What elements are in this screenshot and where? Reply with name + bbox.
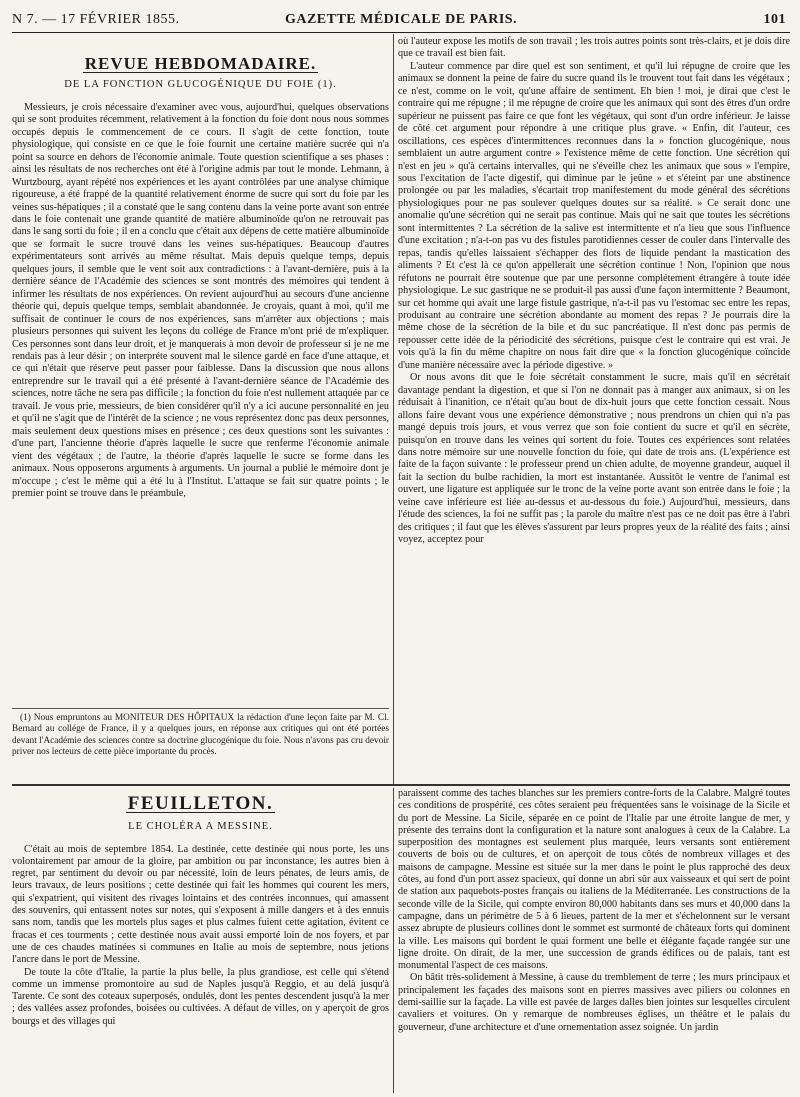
feuilleton-paragraph: On bâtit très-solidement à Messine, à cause du tremblement de terre ; les murs principaux et principalement les façades des maisons sont en pierres massives avec piliers ou colonnes en demi-saillie sur la façade. La ville est pavée de larges dalles bien jointes sur lesquelles circulent cavaliers et voitures. On y remarque de nombreuses églises, un théâtre et le palais du gouverneur, d'une architecture et d'une ornementation assez soignée. Un jardin [398, 972, 790, 1033]
feuilleton-paragraph: C'était au mois de septembre 1854. La destinée, cette destinée qui nous porte, les uns volontairement par amour de la gloire, par ambition ou par inconstance, les autres bien à regret, par sentiment du devoir ou par nécessité, loin de leurs pénates, de leurs amis, de leurs travaux, de leurs positions ; cette destinée qui fait les hommes qui courent les mers, qui s'expatrient, qui visitent des rivages lointains et des contrées inconnues, qui amassent des souvenirs, qui entassent notes sur notes, qui s'exposent à mille dangers et à des ennuis sans nom, tandis que les mortels plus sages et plus calmes fuient cette agitation, évitent ce fracas et ces tourments ; cette destinée nous avait aussi emporté loin de nos foyers, et par une de ces chaudes matinées si communes en Italie au mois de septembre, nous jetions l'ancre dans le port de Messine. [12, 843, 389, 966]
feuilleton-title: FEUILLETON. [127, 793, 274, 814]
feuilleton-left-column [12, 793, 389, 1093]
article-left-column [12, 36, 389, 752]
footnote [12, 708, 389, 758]
article-subtitle: DE LA FONCTION GLUCOGÉNIQUE DU FOIE (1). [64, 79, 337, 91]
page-header [12, 8, 790, 33]
newspaper-page [12, 8, 790, 1093]
feuilleton-paragraph: paraissent comme des taches blanches sur les premiers contre-forts de la Calabre. Malgré toutes ces conditions de prospérité, ces côtes seraient peu fréquentées sans le voisinage de la Sicile et du port de Messine. La Sicile, séparée en ce point de l'Italie par une étroite langue de mer, y présente des terrains dont la configuration et la nature sont analogues à ceux de la Calabre. La superposition des montagnes est seulement plus marquée, leurs versants sont entièrement couverts de bois ou de cultures, et on aperçoit de tous côtés de nombreux villages et des maisons de campagne. Messine est située sur la mer dans le point le plus rapproché des deux côtes, au fond d'un port assez spacieux, qui donne un abri sûr aux vaisseaux et qui sert de point de station aux paquebots-postes français ou italiens de la Méditerranée. Les constructions de la seconde ville de la Sicile, qui compte environ 80,000 habitants dans ses murs et 40,000 dans la campagne, dans un périmètre de 5 à 6 lieues, partent de la mer et s'échelonnent sur le versant assez abrupte de plusieurs collines dont le sommet est surmonté de châteaux forts qui dominent la ville. Les maisons qui bordent le quai forment une belle et élégante façade rangée sur une ligne droite. On dirait, de la mer, une succession de grands édifices ou de palais, tant est monumental l'aspect de ces maisons. [398, 788, 790, 972]
feuilleton-title-box [12, 793, 389, 814]
column-divider [393, 788, 394, 1093]
article-right-column [398, 36, 790, 781]
section-divider [12, 784, 790, 786]
column-divider [393, 34, 394, 784]
feuilleton-right-column [398, 788, 790, 1093]
article-paragraph: Messieurs, je crois nécessaire d'examiner avec vous, aujourd'hui, quelques observations qui se sont produites récemment, relativement à la fonction du foie dont nous nous sommes occupés depuis le commencement de ce cours. Il s'agit de cette fonction, toute physiologique, qui consiste en ce que le foie fournit une certaine matière sucrée qui n'a point sa source en dehors de l'économie animale. Toute question scientifique a ses phases : ainsi les résultats de nos recherches ont été à l'origine admis par tout le monde. Lehmann, à Wurtzbourg, ayant répété nos expériences et les ayant contrôlées par une analyse chimique rigoureuse, a été frappé de la quantité relativement énorme de sucre qui sort du foie par les veines sus-hépatiques ; il a constaté que le sang contenu dans la veine porte avant son entrée dans le foie contenait une grande quantité de matière albuminoïde qu'on ne retrouvait pas dans le sang sorti du foie ; il en a conclu que c'était aux dépens de cette matière albuminoïde que se formait le sucre trouvé dans les veines sus-hépatiques. Beaucoup d'autres expérimentateurs sont arrivés au même résultat. Mais depuis quelque temps, depuis quelques jours, il semble que le vent soit aux contradictions : à l'avant-dernière, puis à la dernière séance de l'Académie des sciences se sont montrés des mémoires qui tendent à infirmer les résultats de nos expériences. On revient aujourd'hui au secours d'une ancienne théorie qui, depuis quelque temps, semblait abandonnée. Je croyais, quant à moi, qu'il me suffisait de continuer le cours de nos expériences, sans m'arrêter aux objections ; mais plusieurs personnes qui suivent les leçons du collége de France m'ont prié de m'expliquer. Ces personnes sont dans leur droit, et je manquerais à mon devoir de professeur si je ne me rendais pas à leur désir ; on interpréte souvent mal le silence gardé en face d'une attaque, et ce qui n'était que réserve peut passer pour faiblesse. Dans la discussion que nous allons entreprendre sur le travail qui a été présenté à l'avant-dernière séance de l'Académie des sciences, notre tâche ne sera pas difficile ; la fonction du foie n'est nullement attaquée par ce travail. Je vous prie, messieurs, de bien considérer qu'il n'y a ici aucune personnalité en jeu et qu'il ne s'agit que de l'intérêt de la science ; ne vous représentez donc pas deux personnes, mais seulement deux questions mises en présence ; ces deux questions sont les suivantes : d'une part, l'ancienne théorie d'après laquelle le sucre que renferme l'économie animale vient des végétaux ; de l'autre, la théorie d'après laquelle le sucre se forme dans les animaux. Nous opposerons arguments à arguments. Un journal a publié le mémoire dont je m'occupe ; c'est le même qui a été lu à l'Institut. L'attaque se fait sur quatre points ; le premier point se trouve dans le préambule, [12, 101, 389, 499]
article-paragraph: où l'auteur expose les motifs de son travail ; les trois autres points sont très-clairs, et je dois dire que ce travail est bien fait. [398, 36, 790, 60]
section-title: REVUE HEBDOMADAIRE. [84, 54, 317, 73]
feuilleton-paragraph: De toute la côte d'Italie, la partie la plus belle, la plus grandiose, est celle qui s'étend comme un immense promontoire au sud de Naples jusqu'à Reggio, et au delà jusqu'à Tarente. Ce sont des coteaux superposés, ondulés, dont les pentes descendent jusqu'à la mer ; des vallées assez profondes, boisées ou cultivées. A défaut de villes, on y aperçoit de gros bourgs et des villages qui [12, 966, 389, 1027]
feuilleton-subtitle: LE CHOLÉRA A MESSINE. [128, 821, 273, 833]
page-number: 101 [763, 12, 786, 27]
issue-date: N 7. — 17 FÉVRIER 1855. [12, 12, 180, 27]
footnote-text: (1) Nous empruntons au MONITEUR DES HÔPITAUX la rédaction d'une leçon faite par M. Cl. Bernard au collége de France, il y a quelques jours, en réponse aux critiques qui ont été portées devant l'Académie des sciences contre sa doctrine glucogénique du foie. Nous n'avons pas cru devoir priver nos lecteurs de cette pièce importante du procès. [12, 713, 389, 757]
journal-title: GAZETTE MÉDICALE DE PARIS. [284, 12, 518, 27]
section-title-box [12, 54, 389, 73]
article-paragraph: L'auteur commence par dire quel est son sentiment, et qu'il lui répugne de croire que les animaux se donnent la peine de faire du sucre quand ils le trouvent tout fait dans les végétaux ; ce n'est, comme on le voit, qu'une affaire de sentiment. Eh bien ! moi, je dirai que c'est le contraire qui me répugne ; il me répugne de croire que les animaux qui sont des êtres d'un ordre supérieur ne puissent pas faire ce que font les végétaux, qui sont d'un ordre inférieur. Je laisse de côté cet argument pour répondre à une critique plus grave. « Enfin, dit l'auteur, ces oscillations, ces espèces d'intermittences reconnues dans la » fonction glucogénique, nous semblaient un autre argument contre » l'existence même de cette fonction. Une sécrétion qui n'est en jeu » qu'à certains intervalles, qui ne s'éveille chez les animaux que sous » l'empire, sous l'excitation de l'acte digestif, qui diminue par le jeûne » et s'éteint par une abstinence prolongée ou par les maladies, s'écartait trop manifestement du mode général des sécrétions physiologiques pour ne pas soulever quelques doutes sur sa réalité. » Ce serait donc une anomalie qu'une sécrétion qui ne serait pas continue. Mais qui ne sait que toutes les sécrétions sont intermittentes ? La sécrétion de la salive est intermittente et n'a lieu que sous l'influence d'une excitation ; n'a-t-on pas vu des fistules parotidiennes cesser de couler dans l'intervalle des repas, tandis qu'elles laissaient s'échapper des flots de liquide pendant la mastication des aliments ? Et c'est là ce qu'on appellerait une sécrétion continue ! Non, l'opinion que nous réfutons ne pourrait être soutenue que par une personne complétement étrangère à toute idée physiologique. Le suc gastrique ne se produit-il pas aussi d'une façon intermittente ? Beaumont, sur cet homme qui avait une large fistule gastrique, n'a-t-il pas vu l'estomac sec entre les repas, produisant au contraire une sécrétion abondante au moment des repas ? Je pourrais dire la même chose de la sécrétion de la bile et du suc pancréatique. Il n'est donc pas permis de repousser cette idée de la périodicité des sécrétions, puisque c'est le contraire qui est vrai. Je vois qu'à la fin du même chapitre on nous fait dire que « la fonction glucogénique coïncide d'une manière nécessaire avec la période digestive. » [398, 60, 790, 371]
article-paragraph: Or nous avons dit que le foie sécrétait constamment le sucre, mais qu'il en sécrétait davantage pendant la digestion, et que si l'on ne donnait pas à manger aux animaux, si on les réduisait à l'inanition, ce n'était qu'au bout de dix-huit jours que cette fonction cessait. Nous allons faire devant vous une expérience démonstrative ; nous prendrons un chien qui n'a pas mangé depuis trois jours, et vous verrez que son foie contient du sucre et qu'il en sécrète, puisqu'on en trouve dans les veines qui sortent du foie. Toutes ces expériences sont relatées dans notre mémoire sur une nouvelle fonction du foie, qui date de trois ans. (L'expérience est faite de la façon suivante : le professeur prend un chien adulte, de moyenne grandeur, auquel il fait la section du bulbe rachidien, la mort est instantanée. Aussitôt le ventre de l'animal est ouvert, une ligature est appliquée sur le tronc de la veine porte avant son entrée dans le foie ; la veine cave inférieure est liée au-dessus et au-dessous du foie.) Aujourd'hui, messieurs, dans l'étude des sciences, la foi ne suffit pas ; la parole du maître n'est pas ce ne doit pas être à l'abri des critiques ; il faut que les élèves s'assurent par leurs propres yeux de la réalité des faits ; ainsi voyez, acceptez pour [398, 372, 790, 546]
